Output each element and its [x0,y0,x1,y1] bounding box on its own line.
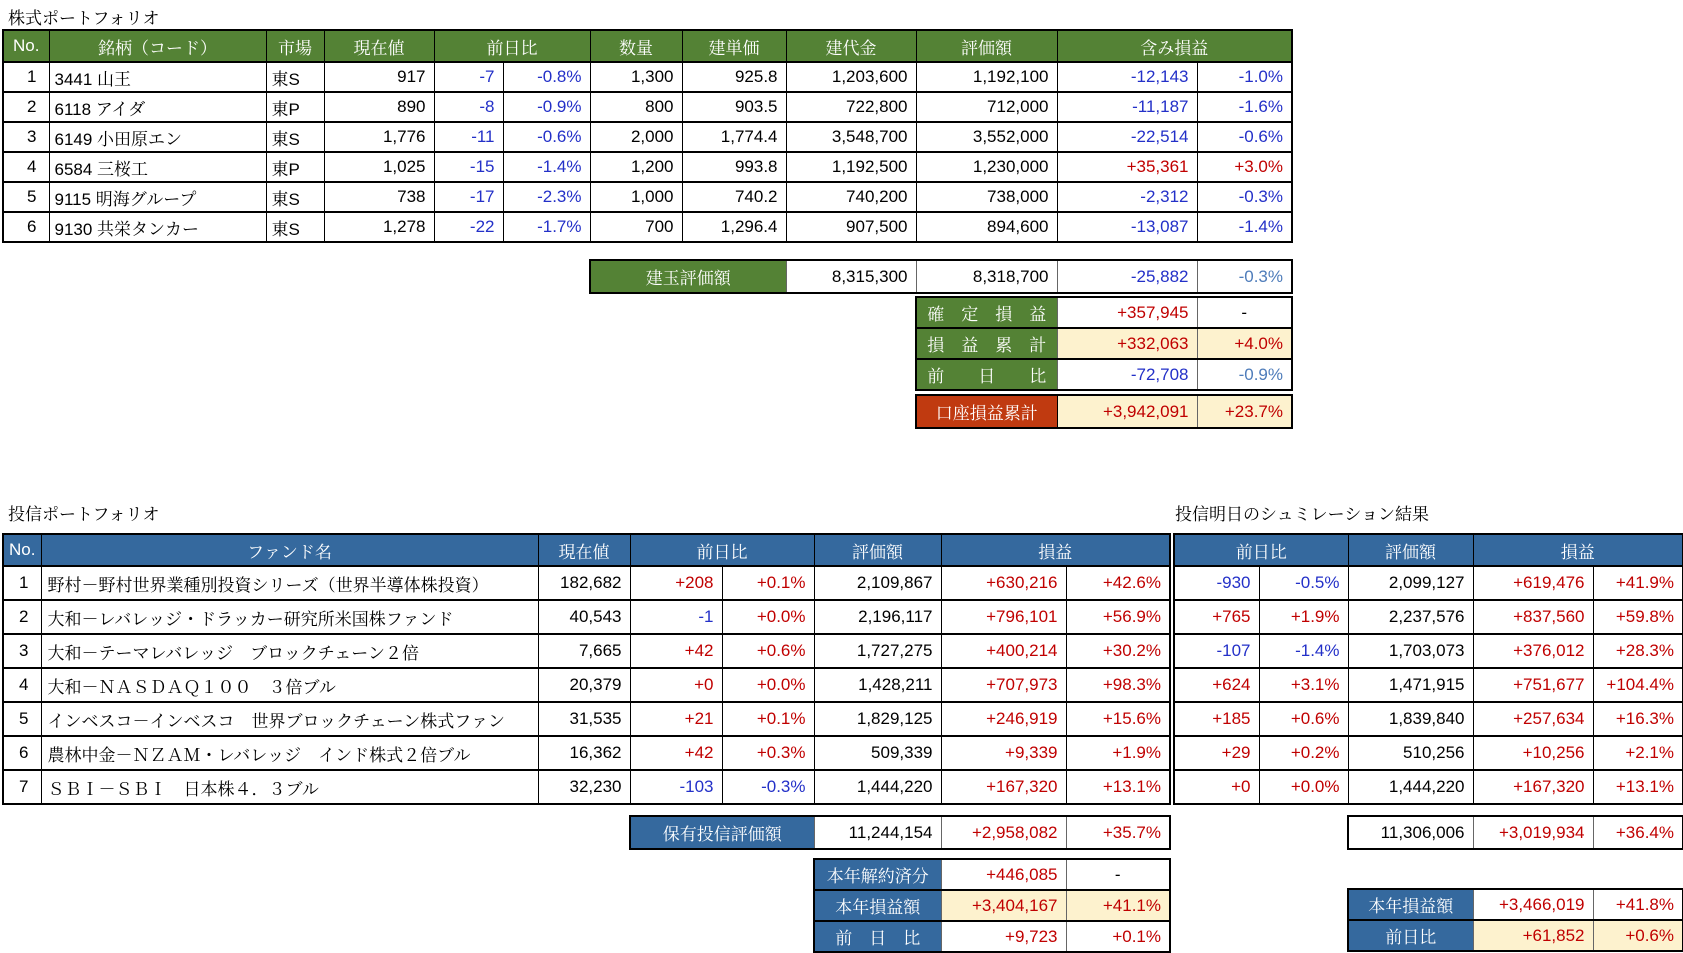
cell: -0.5% [1259,566,1348,600]
table-row [3,212,1292,242]
cell: ＳＢＩ－ＳＢＩ 日本株４．３ブル [41,770,538,804]
table-row [3,736,1170,770]
cell: 7 [3,770,41,804]
col-header-name-code: 銘柄（コード） [49,30,266,62]
cell: +3.0% [1197,152,1292,182]
cell: +104.4% [1593,668,1683,702]
cell: 2,196,117 [814,600,941,634]
fund-portfolio-table [2,533,1171,805]
cell: +23.7% [1197,395,1292,428]
cell: 6118 アイダ [49,92,266,122]
fund-holdings-label: 保有投信評価額 [630,816,814,849]
stock-portfolio-table [2,29,1293,243]
cell: +796,101 [941,600,1066,634]
simulation-title: 投信明日のシュミレーション結果 [1175,505,1429,524]
cell: -0.6% [1197,122,1292,152]
cell: -0.8% [503,62,590,92]
cell: +765 [1174,600,1259,634]
cell: -11 [434,122,503,152]
cell: +41.1% [1066,890,1170,921]
cell: -2.3% [503,182,590,212]
col-header-pl: 損益 [941,534,1170,566]
table-row [814,921,1170,952]
cell: 野村－野村世界業種別投資シリーズ（世界半導体株投資） [41,566,538,600]
cell: 6 [3,212,49,242]
cell: 2 [3,92,49,122]
cell: +13.1% [1593,770,1683,804]
stock-portfolio-title: 株式ポートフォリオ [8,9,160,28]
col-header-current-price: 現在値 [324,30,434,62]
cell: -930 [1174,566,1259,600]
cell: +21 [630,702,722,736]
cell: +0.1% [722,566,814,600]
cell: -0.3% [1197,182,1292,212]
cell: -22,514 [1057,122,1197,152]
cell: -1.7% [503,212,590,242]
cell: 東S [266,212,324,242]
cell: 1,200 [590,152,682,182]
cell: 722,800 [786,92,916,122]
cell: 1,192,500 [786,152,916,182]
col-header-unit-price: 建単価 [682,30,786,62]
cell: +42.6% [1066,566,1170,600]
cell: 2,000 [590,122,682,152]
cell: 7,665 [538,634,630,668]
cell: 3 [3,634,41,668]
cell: +446,085 [941,859,1066,890]
cell: +167,320 [1473,770,1593,804]
table-row [3,92,1292,122]
cell: 大和－ＮＡＳＤＡＱ１００ ３倍ブル [41,668,538,702]
cell: 917 [324,62,434,92]
cell: -0.9% [503,92,590,122]
table-row [1174,736,1683,770]
stock-summary-block [915,296,1293,391]
cell: 2,099,127 [1348,566,1473,600]
cell: 3441 山王 [49,62,266,92]
cell: +13.1% [1066,770,1170,804]
table-row [916,328,1292,359]
cell: 3,548,700 [786,122,916,152]
realized-pl-label: 確 定 損 益 [916,297,1057,328]
cell: +0.0% [722,668,814,702]
cell: +707,973 [941,668,1066,702]
cell: +619,476 [1473,566,1593,600]
cell: +29 [1174,736,1259,770]
cell: -12,143 [1057,62,1197,92]
col-header-no: No. [3,30,49,62]
fund-portfolio-title: 投信ポートフォリオ [8,505,160,524]
cell: +3,942,091 [1057,395,1197,428]
stock-position-total [589,259,1293,294]
cell: 1,192,100 [916,62,1057,92]
cell: +332,063 [1057,328,1197,359]
cell: 700 [590,212,682,242]
cell: -13,087 [1057,212,1197,242]
cell: +16.3% [1593,702,1683,736]
cell: -22 [434,212,503,242]
table-row [3,702,1170,736]
cell: +10,256 [1473,736,1593,770]
cell: +1.9% [1259,600,1348,634]
cell: 5 [3,702,41,736]
table-row [630,816,1170,849]
cumulative-pl-label: 損 益 累 計 [916,328,1057,359]
cell: 2,109,867 [814,566,941,600]
table-row [3,770,1170,804]
cell: 20,379 [538,668,630,702]
cell: +2,958,082 [941,816,1066,849]
cell: 712,000 [916,92,1057,122]
position-total-label: 建玉評価額 [590,260,786,293]
cell: 8,318,700 [916,260,1057,293]
cell: +42 [630,736,722,770]
cell: 6149 小田原エン [49,122,266,152]
cell: 6584 三桜工 [49,152,266,182]
cell: 1,774.4 [682,122,786,152]
cell: 1,230,000 [916,152,1057,182]
cell: +59.8% [1593,600,1683,634]
table-row [916,395,1292,428]
cell: 8,315,300 [786,260,916,293]
col-header-current-price: 現在値 [538,534,630,566]
table-row [1174,634,1683,668]
cell: +257,634 [1473,702,1593,736]
cell: +3,404,167 [941,890,1066,921]
cell: -8 [434,92,503,122]
cell: -0.9% [1197,359,1292,390]
cell: 907,500 [786,212,916,242]
stock-header-row [3,30,1292,62]
cell: +42 [630,634,722,668]
table-row [916,297,1292,328]
cell: +400,214 [941,634,1066,668]
cell: 993.8 [682,152,786,182]
cell: 2 [3,600,41,634]
cell: 1,703,073 [1348,634,1473,668]
cell: 1,296.4 [682,212,786,242]
cell: 890 [324,92,434,122]
cell: 1,444,220 [814,770,941,804]
simulation-table-body [1174,566,1683,804]
day-change-label: 前 日 比 [814,921,941,952]
cell: -72,708 [1057,359,1197,390]
day-change-label: 前 日 比 [916,359,1057,390]
cell: +376,012 [1473,634,1593,668]
cell: +0.6% [722,634,814,668]
cell: +0 [1174,770,1259,804]
cell: 1,776 [324,122,434,152]
cell: 東S [266,122,324,152]
cell: 40,543 [538,600,630,634]
cell: 東S [266,182,324,212]
cell: 738 [324,182,434,212]
cell: +0.1% [722,702,814,736]
simulation-table [1173,533,1683,805]
cell: 510,256 [1348,736,1473,770]
cell: 1,428,211 [814,668,941,702]
cell: 740,200 [786,182,916,212]
cell: 9115 明海グループ [49,182,266,212]
cell: 11,244,154 [814,816,941,849]
cell: +28.3% [1593,634,1683,668]
cell: -1.6% [1197,92,1292,122]
cell: +2.1% [1593,736,1683,770]
cell: -107 [1174,634,1259,668]
cell: 大和－テーマレバレッジ ブロックチェーン２倍 [41,634,538,668]
fund-header-row [3,534,1170,566]
table-row [1174,668,1683,702]
cell: +357,945 [1057,297,1197,328]
col-header-valuation: 評価額 [916,30,1057,62]
cell: 5 [3,182,49,212]
table-row [3,182,1292,212]
cell: +0.3% [722,736,814,770]
cell: -0.3% [1197,260,1292,293]
cell: 894,600 [916,212,1057,242]
table-row [3,566,1170,600]
cell: -1.4% [503,152,590,182]
cell: -1.4% [1197,212,1292,242]
cell: -25,882 [1057,260,1197,293]
cell: -11,187 [1057,92,1197,122]
cell: +56.9% [1066,600,1170,634]
year-pl-label: 本年損益額 [1348,889,1473,920]
cell: -0.3% [722,770,814,804]
account-cumulative-label: 口座損益累計 [916,395,1057,428]
cell: +0.0% [1259,770,1348,804]
day-change-label: 前日比 [1348,920,1473,951]
col-header-valuation: 評価額 [1348,534,1473,566]
cell: +35.7% [1066,816,1170,849]
col-header-quantity: 数量 [590,30,682,62]
cell: 1,278 [324,212,434,242]
cell: -2,312 [1057,182,1197,212]
cell: +1.9% [1066,736,1170,770]
cell: 2,237,576 [1348,600,1473,634]
col-header-contract-amount: 建代金 [786,30,916,62]
cell: - [1066,859,1170,890]
col-header-day-change: 前日比 [434,30,590,62]
cell: -1.4% [1259,634,1348,668]
cell: 3,552,000 [916,122,1057,152]
cell: 1,829,125 [814,702,941,736]
cell: 1,203,600 [786,62,916,92]
table-row [1348,889,1683,920]
cell: 903.5 [682,92,786,122]
cell: +624 [1174,668,1259,702]
cell: +3,466,019 [1473,889,1593,920]
cell: 1,727,275 [814,634,941,668]
cell: -17 [434,182,503,212]
cell: +0.1% [1066,921,1170,952]
table-row [3,634,1170,668]
table-row [916,359,1292,390]
cell: 東P [266,152,324,182]
cell: 1,000 [590,182,682,212]
table-row [3,600,1170,634]
cell: 1,300 [590,62,682,92]
cell: +837,560 [1473,600,1593,634]
cell: インベスコ－インベスコ 世界ブロックチェーン株式ファン [41,702,538,736]
col-header-day-change: 前日比 [630,534,814,566]
cell: 6 [3,736,41,770]
cell: -1 [630,600,722,634]
cell: +9,723 [941,921,1066,952]
fund-summary-block [813,858,1171,953]
cell: +246,919 [941,702,1066,736]
cell: +0 [630,668,722,702]
cell: 1,471,915 [1348,668,1473,702]
cell: 740.2 [682,182,786,212]
year-redeemed-label: 本年解約済分 [814,859,941,890]
cell: +35,361 [1057,152,1197,182]
cell: +3,019,934 [1473,816,1593,849]
cell: +3.1% [1259,668,1348,702]
cell: 1,839,840 [1348,702,1473,736]
cell: 東S [266,62,324,92]
cell: 東P [266,92,324,122]
cell: +0.6% [1259,702,1348,736]
cell: -7 [434,62,503,92]
cell: 925.8 [682,62,786,92]
table-row [1174,702,1683,736]
cell: +98.3% [1066,668,1170,702]
cell: 9130 共栄タンカー [49,212,266,242]
year-pl-label: 本年損益額 [814,890,941,921]
cell: 800 [590,92,682,122]
col-header-fund-name: ファンド名 [41,534,538,566]
cell: 1 [3,566,41,600]
cell: +185 [1174,702,1259,736]
cell: +0.2% [1259,736,1348,770]
cell: +9,339 [941,736,1066,770]
stock-table-body [3,62,1292,242]
cell: 1 [3,62,49,92]
col-header-unrealized-pl: 含み損益 [1057,30,1292,62]
col-header-no: No. [3,534,41,566]
cell: -15 [434,152,503,182]
col-header-market: 市場 [266,30,324,62]
cell: 大和－レバレッジ・ドラッカー研究所米国株ファンド [41,600,538,634]
simulation-header-row [1174,534,1683,566]
simulation-holdings-total [1347,815,1683,850]
table-row [1174,600,1683,634]
table-row [1348,816,1683,849]
cell: +15.6% [1066,702,1170,736]
table-row [3,668,1170,702]
table-row [590,260,1292,293]
cell: 509,339 [814,736,941,770]
cell: +167,320 [941,770,1066,804]
cell: 4 [3,152,49,182]
cell: -103 [630,770,722,804]
table-row [1174,566,1683,600]
simulation-summary-block [1347,888,1683,952]
cell: 182,682 [538,566,630,600]
cell: -1.0% [1197,62,1292,92]
cell: +30.2% [1066,634,1170,668]
cell: 3 [3,122,49,152]
table-row [3,122,1292,152]
cell: +630,216 [941,566,1066,600]
cell: +41.9% [1593,566,1683,600]
cell: - [1197,297,1292,328]
table-row [814,890,1170,921]
cell: 11,306,006 [1348,816,1473,849]
cell: +61,852 [1473,920,1593,951]
cell: 4 [3,668,41,702]
table-row [3,152,1292,182]
cell: +0.0% [722,600,814,634]
cell: 農林中金－ＮＺＡＭ・レバレッジ インド株式２倍ブル [41,736,538,770]
cell: +36.4% [1593,816,1683,849]
cell: 32,230 [538,770,630,804]
cell: 738,000 [916,182,1057,212]
cell: +208 [630,566,722,600]
cell: +751,677 [1473,668,1593,702]
table-row [1174,770,1683,804]
cell: +0.6% [1593,920,1683,951]
col-header-valuation: 評価額 [814,534,941,566]
cell: +41.8% [1593,889,1683,920]
fund-holdings-total [629,815,1171,850]
fund-table-body [3,566,1170,804]
cell: 1,444,220 [1348,770,1473,804]
col-header-pl: 損益 [1473,534,1683,566]
cell: 16,362 [538,736,630,770]
table-row [814,859,1170,890]
table-row [1348,920,1683,951]
account-cumulative-total [915,394,1293,429]
cell: 31,535 [538,702,630,736]
cell: 1,025 [324,152,434,182]
table-row [3,62,1292,92]
cell: -0.6% [503,122,590,152]
cell: +4.0% [1197,328,1292,359]
col-header-day-change: 前日比 [1174,534,1348,566]
